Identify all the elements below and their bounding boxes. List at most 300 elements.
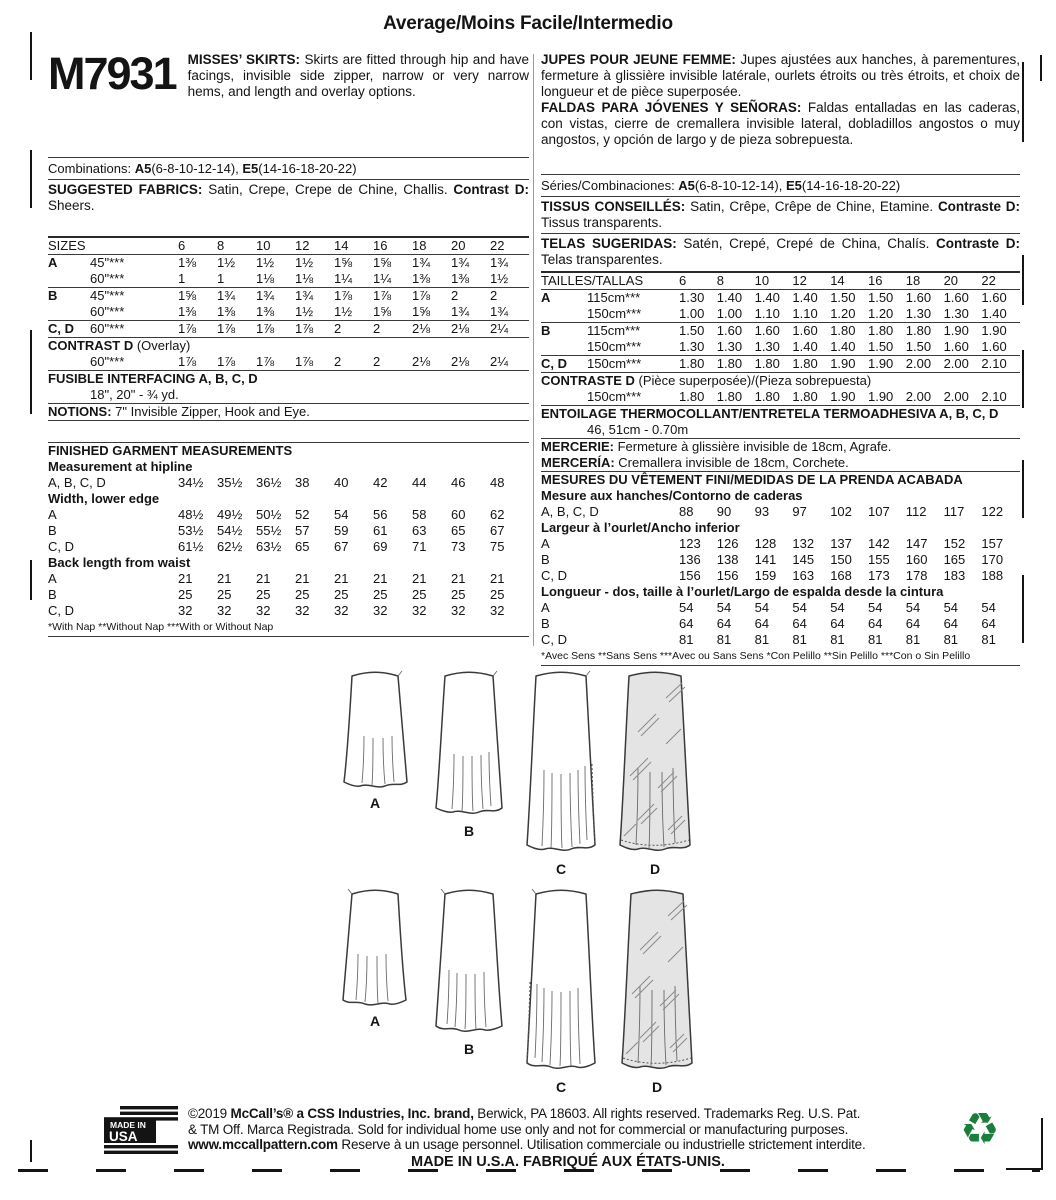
pattern-description-fr — [541, 52, 1020, 100]
cell: 1.50 — [830, 290, 856, 305]
skirt-c-back-illustration — [518, 886, 604, 1095]
cell: 2⅛ — [451, 354, 470, 369]
text-segment: MERCERIE: — [541, 439, 614, 454]
cell: 54½ — [217, 523, 243, 538]
table-row — [48, 354, 529, 370]
cell: 2 — [373, 354, 381, 369]
copyright-line-1 — [188, 1106, 948, 1122]
cell: 1⅞ — [217, 321, 236, 336]
table-row — [541, 504, 1020, 520]
skirt-c-front-art — [518, 668, 604, 856]
cell: 1⅞ — [256, 321, 275, 336]
cell: 54 — [754, 600, 770, 615]
cell: 25 — [295, 587, 310, 602]
cell: 163 — [792, 568, 815, 583]
cell: 160 — [905, 552, 928, 567]
table-row — [541, 455, 1020, 471]
text-segment: Faldas entalladas en las caderas, con vistas, cierre de cremallera invisible lateral, dobladillos angostos o muy angostos, y opción de largo y de pieza sobrepuesta. — [541, 100, 1020, 147]
cell: 1.60 — [716, 323, 743, 338]
cell: 46 — [451, 475, 466, 490]
text-segment: A5 — [134, 161, 152, 176]
cell: 1¾ — [256, 288, 275, 303]
row-label: B — [541, 323, 551, 338]
cell: 25 — [217, 587, 232, 602]
table-row — [48, 523, 529, 539]
skirt-d-front-art — [610, 668, 700, 856]
cell: 54 — [943, 600, 959, 615]
cell: 1.20 — [830, 306, 856, 321]
cell: 38 — [295, 475, 310, 490]
french-spanish-column — [541, 52, 1020, 666]
skirt-b-front-art — [428, 668, 510, 818]
cell: 123 — [679, 536, 701, 551]
table-row — [541, 536, 1020, 552]
registration-mark — [30, 560, 32, 600]
cell: 32 — [178, 603, 193, 618]
table-row — [541, 322, 1020, 339]
view-label-b-front: B — [463, 823, 475, 839]
skirt-c-front-illustration — [518, 668, 604, 877]
cell: 32 — [412, 603, 427, 618]
row-label: A — [48, 507, 57, 522]
cell: 2.10 — [981, 389, 1007, 404]
text-segment: Telas transparentes. — [541, 252, 663, 267]
cell: 2¼ — [490, 321, 509, 336]
table-row — [541, 372, 1020, 389]
cell: 1½ — [334, 304, 353, 319]
cell: 54 — [830, 600, 845, 615]
cell: 156 — [716, 568, 739, 583]
cell: 142 — [867, 536, 890, 551]
text-segment: Satin, Crepe, Crepe de Chine, Challis. — [202, 182, 454, 197]
skirt-a-front-illustration — [336, 668, 414, 811]
table-row — [48, 403, 529, 421]
cell: 1.80 — [830, 323, 856, 338]
table-row — [48, 459, 529, 475]
cell: 1.10 — [754, 306, 780, 321]
table-row — [541, 632, 1020, 648]
view-label-b-back: B — [463, 1041, 475, 1057]
table-row — [48, 287, 529, 304]
flag-text-made-in: MADE IN — [110, 1120, 146, 1130]
text-segment: CONTRAST D — [48, 338, 134, 353]
cell: 1¾ — [490, 255, 509, 270]
cell: 54 — [792, 600, 807, 615]
cell: 1½ — [217, 255, 236, 270]
row-label: A — [48, 255, 58, 270]
text-segment: Contrast D: — [453, 182, 530, 197]
cell: 1.80 — [905, 323, 932, 338]
pattern-description-en — [188, 52, 529, 100]
cell: 20 — [943, 273, 959, 288]
cell: 44 — [412, 475, 427, 490]
cell: 6 — [679, 273, 687, 288]
cell: 1⅞ — [412, 288, 431, 303]
registration-mark — [1022, 255, 1024, 305]
cell: 21 — [412, 571, 427, 586]
cell: 48 — [490, 475, 505, 490]
cell: 18 — [412, 238, 427, 253]
cell: 10 — [754, 273, 770, 288]
table-row — [48, 387, 529, 403]
cell: 1.90 — [867, 389, 894, 404]
cell: 1.30 — [716, 339, 743, 354]
row-sublabel: 60"*** — [90, 271, 125, 286]
cell: 54 — [679, 600, 694, 615]
cell: 1.90 — [943, 323, 969, 338]
cell: 1¾ — [490, 304, 509, 319]
cell: 2.00 — [943, 389, 969, 404]
cell: 183 — [943, 568, 966, 583]
cell: 1.40 — [981, 306, 1007, 321]
registration-mark — [30, 330, 32, 414]
cell: 18 — [905, 273, 921, 288]
text-segment: MESURES DU VÊTEMENT FINI/MEDIDAS DE LA PRENDA ACABADA — [541, 472, 963, 487]
cell: 1⅝ — [178, 288, 197, 303]
cell: 32 — [451, 603, 466, 618]
difficulty-rating: Average/Moins Facile/Intermedio — [383, 13, 673, 34]
row-sublabel: 115cm*** — [587, 290, 641, 305]
cell: 1⅜ — [256, 304, 275, 319]
table-row — [541, 600, 1020, 616]
cell: 58 — [412, 507, 427, 522]
text-segment: Berwick, PA 18603. All rights reserved. Trademarks Reg. U.S. Pat. — [473, 1106, 861, 1121]
yardage-table-en — [48, 236, 529, 421]
table-row — [541, 306, 1020, 322]
text-segment: Satin, Crêpe, Crêpe de Chine, Etamine. — [685, 199, 938, 214]
cell: 93 — [754, 504, 770, 519]
cell: 61 — [373, 523, 388, 538]
cell: 1.40 — [792, 290, 818, 305]
cell: 21 — [373, 571, 388, 586]
text-segment: FALDAS PARA JÓVENES Y SEÑORAS: — [541, 100, 808, 115]
cell: 1¾ — [451, 304, 470, 319]
cell: 2¼ — [490, 354, 509, 369]
table-row: *With Nap **Without Nap ***With or Without Nap — [48, 619, 529, 637]
cell: 35½ — [217, 475, 243, 490]
text-segment: (6-8-10-12-14), — [694, 178, 786, 193]
table-row — [541, 488, 1020, 504]
cell: 90 — [716, 504, 732, 519]
table-row — [48, 555, 529, 571]
skirt-d-back-art — [612, 886, 702, 1074]
text-segment: JUPES POUR JEUNE FEMME: — [541, 52, 741, 67]
cell: 25 — [412, 587, 427, 602]
cell: 6 — [178, 238, 186, 253]
row-sublabel: 60"*** — [90, 321, 125, 336]
cell: 2 — [334, 321, 342, 336]
cell: 64 — [679, 616, 694, 631]
skirt-b-back-illustration — [428, 886, 510, 1057]
text-segment: & TM Off. Marca Registrada. Sold for individual home use only and not for commercial or manufacturing purposes. — [188, 1121, 849, 1137]
cell: 21 — [490, 571, 505, 586]
column-divider — [533, 54, 534, 646]
cell: 1.90 — [981, 323, 1007, 338]
cell: 64 — [943, 616, 959, 631]
text-segment: A5 — [678, 178, 695, 193]
skirt-a-back-art — [336, 886, 414, 1008]
cell: 32 — [490, 603, 505, 618]
text-segment: Skirts are fitted through hip and have facings, invisible side zipper, narrow or very narrow hems, and length and overlay options. — [187, 52, 529, 99]
corner-mark — [1041, 1118, 1043, 1170]
text-segment: Reserve à un usage personnel. Utilisation commerciale ou industrielle strictement interdite. — [337, 1137, 866, 1152]
row-sublabel: 150cm*** — [587, 306, 642, 321]
cell: 32 — [373, 603, 388, 618]
cell: 1.60 — [754, 323, 780, 338]
english-column — [48, 48, 530, 637]
cell: 8 — [716, 273, 725, 288]
cell: 2 — [490, 288, 498, 303]
series-line — [541, 174, 1020, 197]
skirt-c-back-art — [518, 886, 604, 1074]
finished-measurements-table-en — [48, 442, 529, 637]
row-sublabel: 46, 51cm - 0.70m — [587, 422, 689, 437]
text-segment: TELAS SUGERIDAS: — [541, 236, 677, 251]
registration-mark — [1022, 575, 1024, 643]
cell: 63 — [412, 523, 427, 538]
cell: 20 — [451, 238, 466, 253]
text-segment: 7" Invisible Zipper, Hook and Eye. — [111, 404, 310, 419]
view-label-a-back: A — [369, 1013, 381, 1029]
cell: 1.90 — [830, 389, 856, 404]
text-segment: Width, lower edge — [48, 491, 160, 506]
row-sublabel: 115cm*** — [587, 323, 641, 338]
cell: 1⅞ — [373, 288, 392, 303]
cell: 1.80 — [792, 356, 818, 371]
cell: 1⅜ — [178, 255, 197, 270]
text-segment: CONTRASTE D — [541, 373, 635, 388]
cell: 147 — [905, 536, 928, 551]
cell: 16 — [373, 238, 388, 253]
cell: 53½ — [178, 523, 204, 538]
cell: 1⅞ — [256, 354, 275, 369]
cell: 1¼ — [334, 271, 353, 286]
row-sublabel: 60"*** — [90, 304, 125, 319]
cell: 50½ — [256, 507, 282, 522]
copyright-line-3 — [188, 1137, 948, 1153]
cell: 12 — [792, 273, 807, 288]
cell: 1.30 — [754, 339, 780, 354]
cell: 117 — [943, 504, 965, 519]
cell: 102 — [830, 504, 852, 519]
cell: 2⅛ — [412, 354, 431, 369]
copyright-line-2 — [188, 1122, 948, 1138]
cell: 64 — [867, 616, 883, 631]
table-row — [541, 438, 1020, 455]
registration-mark — [30, 32, 32, 80]
cell: 64 — [981, 616, 996, 631]
cell: 1⅜ — [217, 304, 236, 319]
cell: 2 — [451, 288, 459, 303]
cell: 2.10 — [981, 356, 1007, 371]
cell: 1⅞ — [334, 288, 353, 303]
cell: 12 — [295, 238, 310, 253]
cell: 1.80 — [792, 389, 818, 404]
cell: 1.80 — [754, 389, 780, 404]
cell: 65 — [451, 523, 466, 538]
cell: 81 — [867, 632, 883, 647]
cell: 1.90 — [867, 356, 894, 371]
cell: 54 — [867, 600, 883, 615]
cell: 54 — [716, 600, 732, 615]
cell: 64 — [905, 616, 921, 631]
cell: 81 — [981, 632, 996, 647]
cell: 1½ — [295, 304, 314, 319]
cell: 1.40 — [754, 290, 780, 305]
cell: 1.60 — [905, 290, 932, 305]
row-label: SIZES — [48, 238, 86, 253]
table-row — [541, 422, 1020, 438]
cell: 1½ — [256, 255, 275, 270]
row-label: A — [541, 536, 550, 551]
row-label: C, D — [541, 568, 567, 583]
cell: 1.40 — [830, 339, 856, 354]
text-segment: Satén, Crepé, Crepé de China, Chalís. — [676, 236, 937, 251]
row-label: B — [48, 288, 58, 303]
text-segment: ENTOILAGE THERMOCOLLANT/ENTRETELA TERMOADHESIVA A, B, C, D — [541, 406, 999, 421]
cell: 1.20 — [867, 306, 894, 321]
row-label: B — [541, 616, 550, 631]
table-row — [48, 337, 529, 354]
table-row — [541, 552, 1020, 568]
row-sublabel: 60"*** — [90, 354, 125, 369]
table-row — [541, 471, 1020, 488]
table-row — [48, 320, 529, 337]
cell: 54 — [981, 600, 996, 615]
cell: 2.00 — [943, 356, 969, 371]
cell: 152 — [943, 536, 966, 551]
cell: 59 — [334, 523, 349, 538]
cell: 21 — [295, 571, 310, 586]
text-segment: Séries/Combinaciones: — [541, 178, 679, 193]
cell: 1¾ — [217, 288, 236, 303]
cell: 56 — [373, 507, 388, 522]
text-segment: NOTIONS: — [48, 404, 112, 419]
row-label: B — [48, 523, 57, 538]
cell: 25 — [490, 587, 505, 602]
cell: 1¼ — [373, 271, 392, 286]
cell: 136 — [679, 552, 701, 567]
view-label-c-front: C — [555, 861, 567, 877]
text-segment: Sheers. — [48, 198, 95, 213]
cell: 81 — [679, 632, 694, 647]
cell: 112 — [905, 504, 927, 519]
table-row — [541, 616, 1020, 632]
view-label-d-front: D — [649, 861, 661, 877]
cell: 1⅝ — [334, 255, 353, 270]
skirt-d-back-illustration — [612, 886, 702, 1095]
cell: 81 — [943, 632, 959, 647]
pattern-heading — [48, 48, 529, 100]
telas-sugeridas — [541, 233, 1020, 268]
cell: 2 — [373, 321, 381, 336]
skirt-b-front-illustration — [428, 668, 510, 839]
cell: 170 — [981, 552, 1004, 567]
row-label: A, B, C, D — [541, 504, 599, 519]
cell: 81 — [754, 632, 770, 647]
cell: 25 — [334, 587, 349, 602]
cell: 1⅞ — [295, 354, 314, 369]
text-segment: (14-16-18-20-22) — [258, 161, 357, 176]
text-segment: Contraste D: — [936, 236, 1020, 251]
cell: 2 — [334, 354, 342, 369]
cell: 1.50 — [867, 290, 894, 305]
text-segment: Cremallera invisible de 18cm, Corchete. — [614, 455, 849, 470]
text-segment: Contraste D: — [937, 199, 1020, 214]
cell: 150 — [830, 552, 852, 567]
cell: 2⅛ — [412, 321, 431, 336]
view-label-a-front: A — [369, 795, 381, 811]
cell: 97 — [792, 504, 807, 519]
table-row — [541, 568, 1020, 584]
row-sublabel: 150cm*** — [587, 339, 642, 354]
row-sublabel: 45"*** — [90, 288, 125, 303]
cell: 22 — [981, 273, 996, 288]
cell: 1⅜ — [178, 304, 197, 319]
text-segment: (Pièce superposée)/(Pieza sobrepuesta) — [634, 373, 872, 388]
text-segment: MERCERÍA: — [541, 455, 615, 470]
table-row — [48, 271, 529, 287]
cell: 88 — [679, 504, 694, 519]
registration-mark — [30, 1140, 32, 1162]
cell: 64 — [716, 616, 732, 631]
cell: 1½ — [490, 271, 509, 286]
text-segment: MISSES’ SKIRTS: — [187, 52, 305, 67]
cell: 25 — [373, 587, 388, 602]
cell: 1⅝ — [412, 304, 431, 319]
row-sublabel: 18", 20" - ¾ yd. — [90, 387, 179, 402]
tissus-conseilles — [541, 199, 1020, 231]
cell: 1.90 — [830, 356, 856, 371]
row-label: C, D — [541, 632, 567, 647]
cell: 1 — [217, 271, 225, 286]
cell: 156 — [679, 568, 701, 583]
cell: 1.80 — [679, 356, 705, 371]
cell: 141 — [754, 552, 777, 567]
cell: 69 — [373, 539, 388, 554]
cell: 1.60 — [943, 290, 969, 305]
cell: 25 — [451, 587, 466, 602]
recycling-icon: ♻ — [960, 1105, 1000, 1154]
cell: 1⅛ — [256, 271, 275, 286]
cell: 75 — [490, 539, 505, 554]
text-segment: Tissus transparents. — [541, 215, 663, 230]
cell: 1⅜ — [451, 271, 470, 286]
cell: 32 — [295, 603, 310, 618]
cell: 1.60 — [792, 323, 818, 338]
table-row — [48, 491, 529, 507]
row-label: A — [541, 290, 551, 305]
row-label: A, B, C, D — [48, 475, 106, 490]
row-label: C, D — [541, 356, 567, 371]
text-segment: SUGGESTED FABRICS: — [48, 182, 203, 197]
cell: 1.80 — [716, 389, 743, 404]
text-segment: Largeur à l’ourlet/Ancho inferior — [541, 520, 740, 535]
cell: 1¾ — [295, 288, 314, 303]
cell: 165 — [943, 552, 966, 567]
cell: 1.30 — [943, 306, 969, 321]
text-segment: TISSUS CONSEILLÉS: — [541, 199, 686, 214]
cell: 1⅝ — [373, 304, 392, 319]
table-row — [48, 539, 529, 555]
cell: 52 — [295, 507, 310, 522]
cell: 1.80 — [754, 356, 780, 371]
cell: 67 — [490, 523, 505, 538]
registration-mark — [1040, 55, 1042, 81]
row-sublabel: 150cm*** — [587, 356, 642, 371]
text-segment: Jupes ajustées aux hanches, à parementures, fermeture à glissière invisible latérale, ourlets étroits ou très étroits, et choix de longueur et de pièce superposée. — [541, 52, 1020, 99]
made-in-usa-flag-icon — [104, 1106, 178, 1156]
